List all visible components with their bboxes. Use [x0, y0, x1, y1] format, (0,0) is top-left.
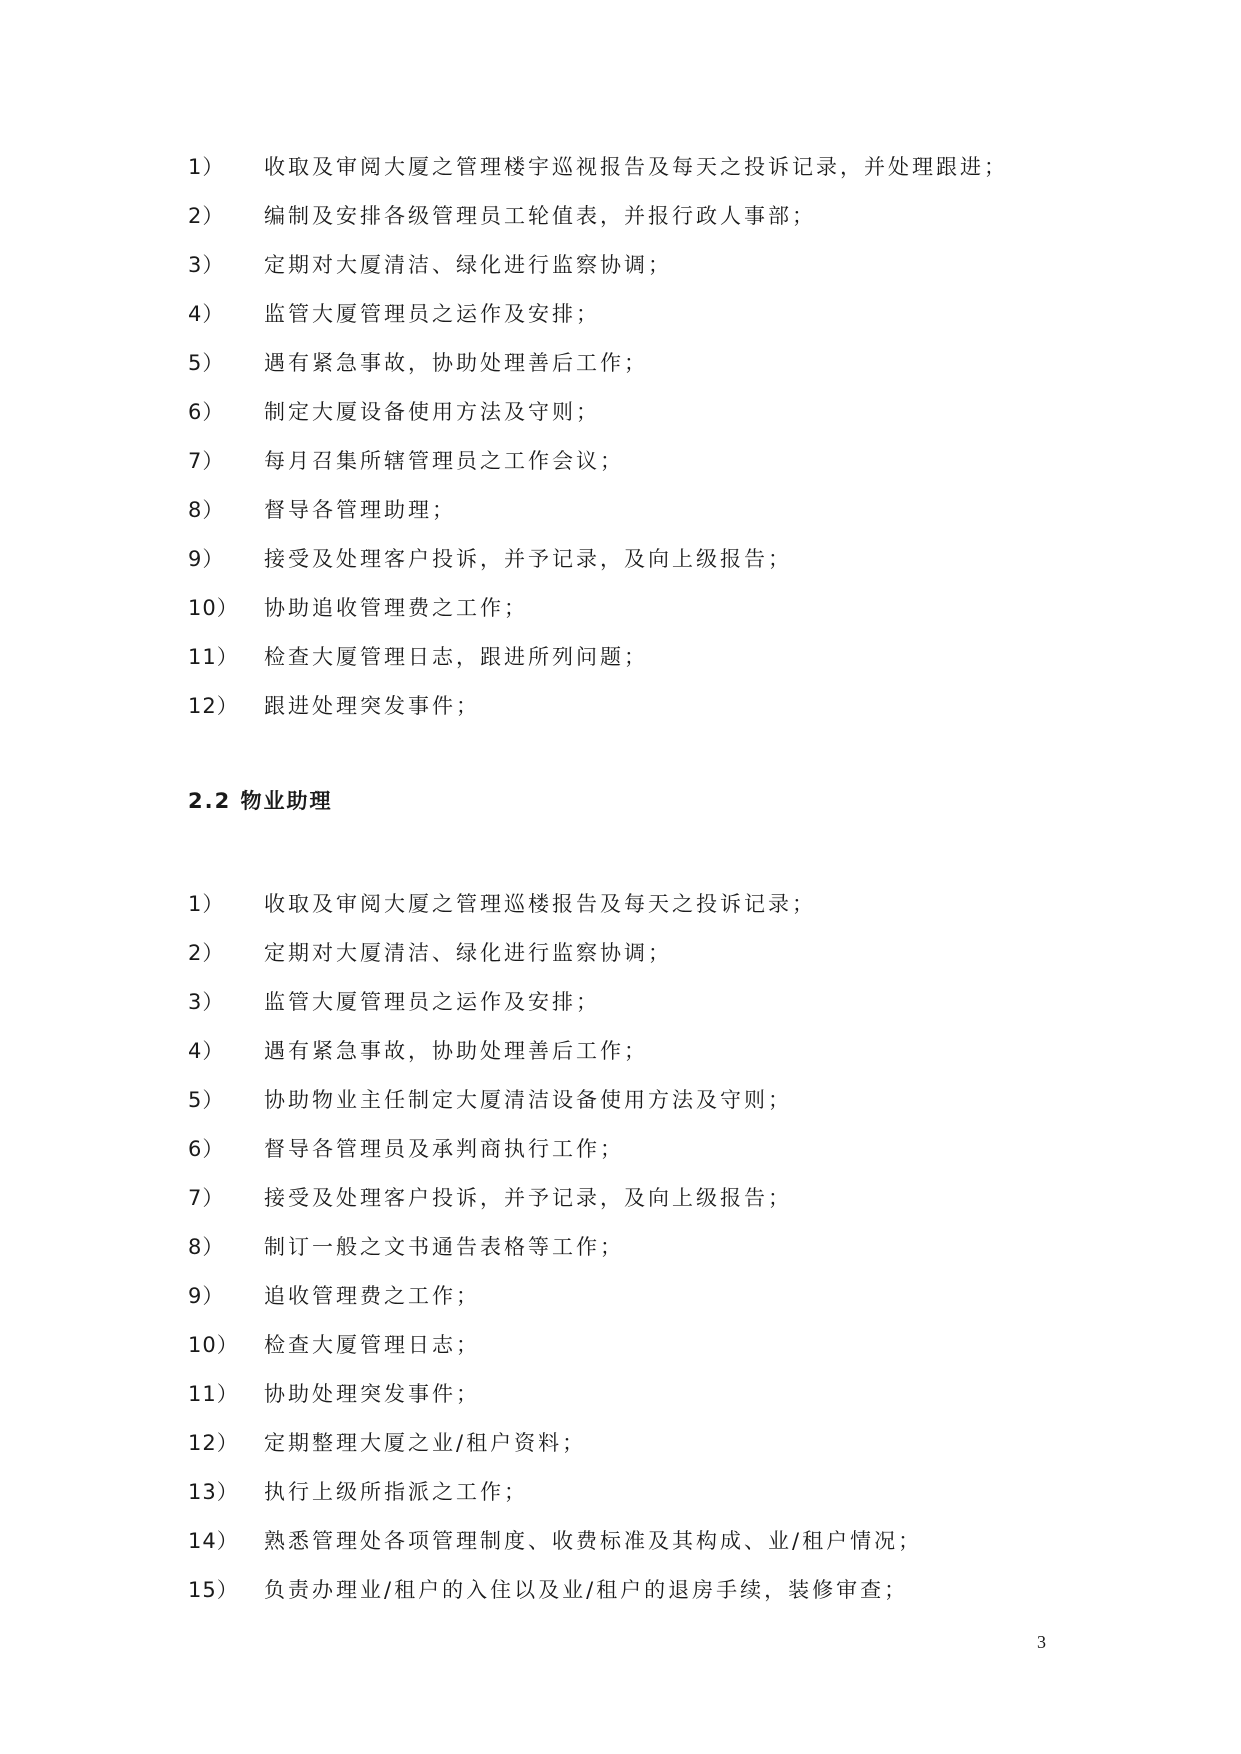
item-text: 接受及处理客户投诉，并予记录，及向上级报告； [264, 1186, 792, 1210]
item-text: 收取及审阅大厦之管理楼宇巡视报告及每天之投诉记录，并处理跟进； [264, 155, 1008, 179]
item-text: 收取及审阅大厦之管理巡楼报告及每天之投诉记录； [264, 892, 816, 916]
item-number: 8） [188, 1235, 225, 1259]
item-text: 负责办理业/租户的入住以及业/租户的退房手续，装修审查； [264, 1578, 909, 1602]
item-text: 协助处理突发事件； [264, 1382, 480, 1406]
list-item [0, 290, 1241, 339]
list-item [0, 1419, 1241, 1468]
item-text: 定期整理大厦之业/租户资料； [264, 1431, 587, 1455]
list-item [0, 437, 1241, 486]
list-item [0, 1125, 1241, 1174]
item-number: 12） [188, 1431, 239, 1455]
item-number: 1） [188, 155, 225, 179]
list-item [0, 1174, 1241, 1223]
item-text: 督导各管理助理； [264, 498, 456, 522]
item-number: 4） [188, 302, 225, 326]
item-text: 协助物业主任制定大厦清洁设备使用方法及守则； [264, 1088, 792, 1112]
list-item [0, 978, 1241, 1027]
list-item [0, 1517, 1241, 1566]
list-item [0, 1566, 1241, 1615]
item-number: 15） [188, 1578, 239, 1602]
duty-list-1 [0, 143, 1241, 731]
item-number: 9） [188, 1284, 225, 1308]
item-text: 监管大厦管理员之运作及安排； [264, 990, 600, 1014]
item-text: 定期对大厦清洁、绿化进行监察协调； [264, 253, 672, 277]
item-number: 4） [188, 1039, 225, 1063]
item-number: 12） [188, 694, 239, 718]
item-text: 协助追收管理费之工作； [264, 596, 528, 620]
list-item [0, 1321, 1241, 1370]
item-number: 2） [188, 941, 225, 965]
item-text: 遇有紧急事故，协助处理善后工作； [264, 1039, 648, 1063]
item-number: 5） [188, 351, 225, 375]
item-text: 定期对大厦清洁、绿化进行监察协调； [264, 941, 672, 965]
item-number: 14） [188, 1529, 239, 1553]
item-text: 监管大厦管理员之运作及安排； [264, 302, 600, 326]
list-item [0, 1027, 1241, 1076]
list-item [0, 880, 1241, 929]
list-item [0, 682, 1241, 731]
item-number: 9） [188, 547, 225, 571]
list-item [0, 192, 1241, 241]
item-number: 2） [188, 204, 225, 228]
list-item [0, 1468, 1241, 1517]
item-number: 3） [188, 990, 225, 1014]
item-number: 13） [188, 1480, 239, 1504]
item-text: 每月召集所辖管理员之工作会议； [264, 449, 624, 473]
list-item [0, 339, 1241, 388]
item-text: 督导各管理员及承判商执行工作； [264, 1137, 624, 1161]
list-item [0, 1076, 1241, 1125]
list-item [0, 584, 1241, 633]
item-text: 追收管理费之工作； [264, 1284, 480, 1308]
item-text: 跟进处理突发事件； [264, 694, 480, 718]
item-text: 制定大厦设备使用方法及守则； [264, 400, 600, 424]
item-text: 遇有紧急事故，协助处理善后工作； [264, 351, 648, 375]
list-item [0, 241, 1241, 290]
list-item [0, 388, 1241, 437]
item-text: 编制及安排各级管理员工轮值表，并报行政人事部； [264, 204, 816, 228]
item-text: 熟悉管理处各项管理制度、收费标准及其构成、业/租户情况； [264, 1529, 923, 1553]
list-item [0, 633, 1241, 682]
duty-list-2 [0, 880, 1241, 1615]
item-number: 11） [188, 645, 239, 669]
item-text: 执行上级所指派之工作； [264, 1480, 528, 1504]
list-item [0, 1370, 1241, 1419]
item-number: 6） [188, 1137, 225, 1161]
item-number: 10） [188, 596, 239, 620]
item-text: 制订一般之文书通告表格等工作； [264, 1235, 624, 1259]
list-item [0, 929, 1241, 978]
item-text: 检查大厦管理日志； [264, 1333, 480, 1357]
page-number: 3 [1037, 1632, 1046, 1652]
item-text: 接受及处理客户投诉，并予记录，及向上级报告； [264, 547, 792, 571]
section-heading: 2.2 物业助理 [188, 789, 333, 813]
list-item [0, 486, 1241, 535]
item-number: 11） [188, 1382, 239, 1406]
item-number: 1） [188, 892, 225, 916]
item-number: 8） [188, 498, 225, 522]
list-item [0, 535, 1241, 584]
list-item [0, 1272, 1241, 1321]
list-item [0, 143, 1241, 192]
item-number: 10） [188, 1333, 239, 1357]
item-number: 5） [188, 1088, 225, 1112]
item-text: 检查大厦管理日志，跟进所列问题； [264, 645, 648, 669]
item-number: 6） [188, 400, 225, 424]
list-item [0, 1223, 1241, 1272]
item-number: 3） [188, 253, 225, 277]
item-number: 7） [188, 449, 225, 473]
item-number: 7） [188, 1186, 225, 1210]
